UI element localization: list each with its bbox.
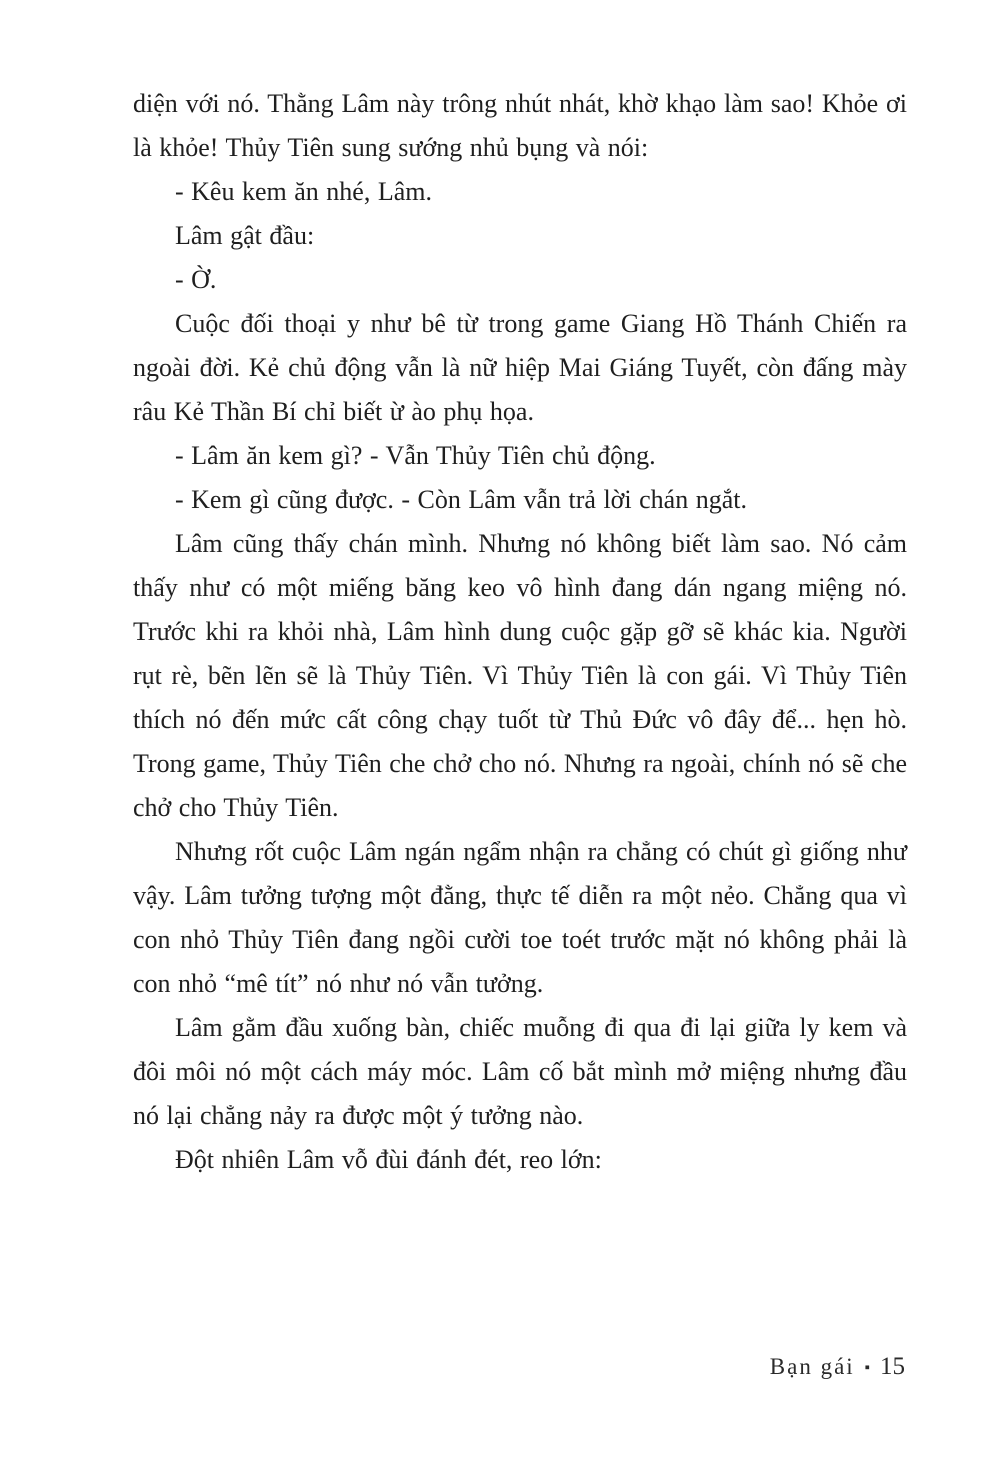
page-footer — [770, 1353, 905, 1381]
paragraph: Nhưng rốt cuộc Lâm ngán ngẩm nhận ra chẳng có chút gì giống như vậy. Lâm tưởng tượng một đằng, thực tế diễn ra một nẻo. Chẳng qua vì con nhỏ Thủy Tiên đang ngồi cười toe toét trước mặt nó không phải là con nhỏ “mê tít” nó như nó vẫn tưởng. — [133, 837, 907, 998]
paragraph: Lâm gật đầu: — [175, 221, 315, 250]
paragraph: - Kêu kem ăn nhé, Lâm. — [175, 177, 432, 206]
paragraph: Cuộc đối thoại y như bê từ trong game Giang Hồ Thánh Chiến ra ngoài đời. Kẻ chủ động vẫn là nữ hiệp Mai Giáng Tuyết, còn đấng mày râu Kẻ Thần Bí chỉ biết ừ ào phụ họa. — [133, 309, 907, 426]
paragraph: Lâm cũng thấy chán mình. Nhưng nó không biết làm sao. Nó cảm thấy như có một miếng băng keo vô hình đang dán ngang miệng nó. Trước khi ra khỏi nhà, Lâm hình dung cuộc gặp gỡ sẽ khác kia. Người rụt rè, bẽn lẽn sẽ là Thủy Tiên. Vì Thủy Tiên là con gái. Vì Thủy Tiên thích nó đến mức cất công chạy tuốt từ Thủ Đức vô đây để... hẹn hò. Trong game, Thủy Tiên che chở cho nó. Nhưng ra ngoài, chính nó sẽ che chở cho Thủy Tiên. — [133, 529, 907, 822]
paragraph: Lâm gằm đầu xuống bàn, chiếc muỗng đi qua đi lại giữa ly kem và đôi môi nó một cách máy móc. Lâm cố bắt mình mở miệng nhưng đầu nó lại chẳng nảy ra được một ý tưởng nào. — [133, 1013, 907, 1130]
paragraph: diện với nó. Thằng Lâm này trông nhút nhát, khờ khạo làm sao! Khỏe ơi là khỏe! Thủy Tiên sung sướng nhủ bụng và nói: — [133, 89, 907, 162]
paragraph: - Ờ. — [175, 265, 217, 294]
footer-page-number: 15 — [880, 1353, 905, 1380]
footer-separator-square-icon: ▪ — [864, 1359, 870, 1376]
paragraph: - Lâm ăn kem gì? - Vẫn Thủy Tiên chủ động. — [175, 441, 656, 470]
paragraph: - Kem gì cũng được. - Còn Lâm vẫn trả lời chán ngắt. — [175, 485, 747, 514]
paragraph: Đột nhiên Lâm vỗ đùi đánh đét, reo lớn: — [175, 1145, 602, 1174]
page-text — [133, 82, 907, 1182]
footer-book-title: Bạn gái — [769, 1354, 855, 1379]
